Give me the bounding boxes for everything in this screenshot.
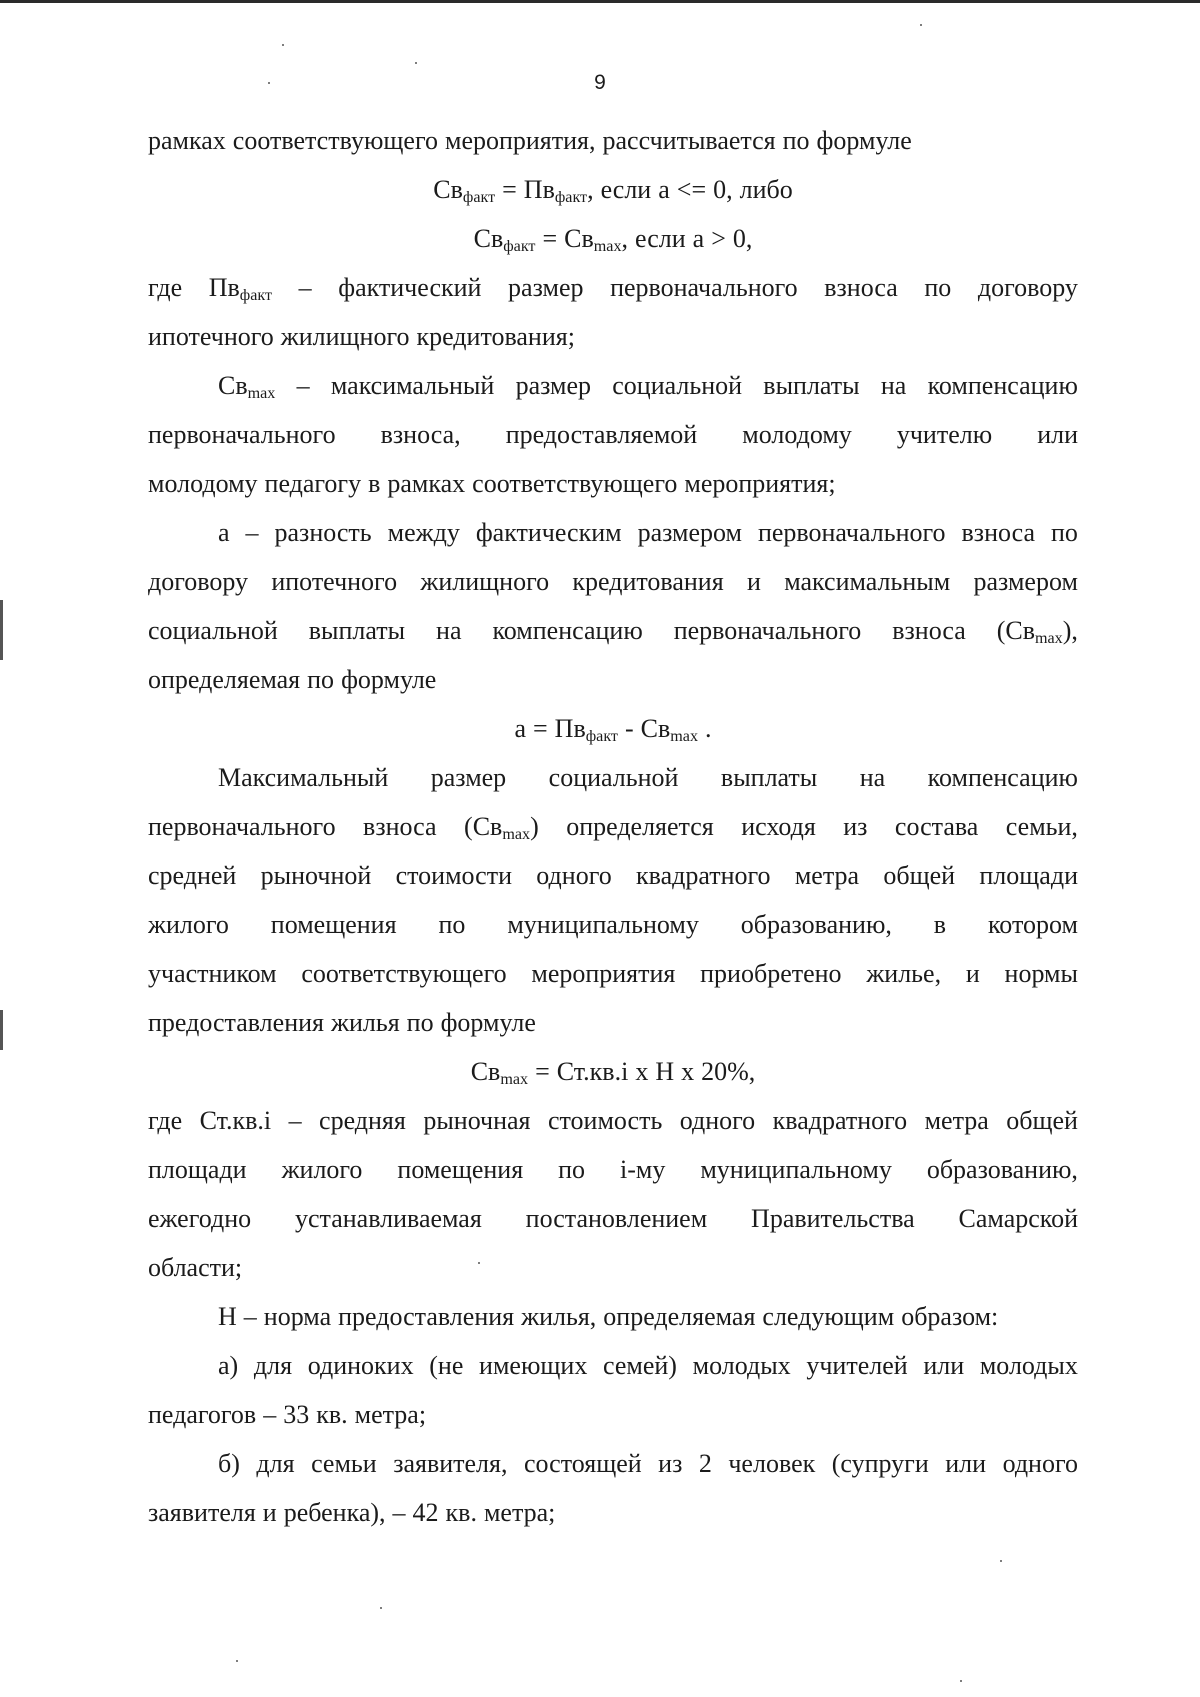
word: выплаты — [720, 763, 818, 792]
word: > — [711, 224, 726, 253]
word: квадратного — [772, 1106, 908, 1135]
word: либо — [739, 175, 793, 204]
word: определяемая — [148, 665, 301, 694]
text-line — [148, 655, 1078, 704]
word: образованию, — [926, 1155, 1078, 1184]
word: размер — [430, 763, 507, 792]
word: выплаты — [308, 616, 406, 645]
word: для — [253, 1351, 293, 1380]
word: – — [288, 1106, 302, 1135]
word: соответствующего — [232, 126, 438, 155]
word: в — [933, 910, 947, 939]
text-line — [148, 1341, 1078, 1390]
word: взноса — [961, 518, 1036, 547]
word: $(Св_{max})$ — [464, 812, 539, 844]
word: формуле — [440, 1008, 536, 1037]
word: помещения — [397, 1155, 524, 1184]
word: ежегодно — [148, 1204, 252, 1233]
word: человек — [728, 1449, 816, 1478]
word: жилья, — [521, 1302, 597, 1331]
word: определяемая — [603, 1302, 756, 1331]
word: общей — [1006, 1106, 1078, 1135]
word: компенсацию — [492, 616, 643, 645]
word: $Св_{max}$ — [640, 714, 699, 746]
word: размером — [973, 567, 1078, 596]
word: если — [600, 175, 652, 204]
word: = — [533, 714, 548, 743]
scan-speck — [920, 24, 922, 26]
word: помещения — [270, 910, 397, 939]
word: $(Св_{max})$, — [996, 616, 1078, 648]
word: 42 — [412, 1498, 439, 1527]
word: из — [658, 1449, 683, 1478]
word: взноса — [824, 273, 898, 302]
word: одного — [536, 861, 612, 890]
text-line — [148, 1096, 1078, 1145]
word: одиноких — [307, 1351, 414, 1380]
scan-left-edge-mark — [0, 600, 3, 660]
word: взноса — [892, 616, 966, 645]
word: по — [558, 1155, 586, 1184]
scan-speck — [268, 82, 270, 84]
word: размером — [637, 518, 742, 547]
word: а — [692, 224, 705, 253]
scan-speck — [415, 62, 417, 64]
word: размер — [515, 371, 591, 400]
word: фактическим — [475, 518, 622, 547]
text-line — [148, 508, 1078, 557]
word: размер — [508, 273, 584, 302]
word: социальной — [612, 371, 743, 400]
text-line — [148, 1145, 1078, 1194]
word: на — [880, 371, 907, 400]
text-line — [148, 361, 1078, 410]
word: $Пв_{факт}$ — [208, 273, 273, 305]
word: = — [502, 175, 517, 204]
text-line — [148, 900, 1078, 949]
scan-speck — [1000, 1560, 1002, 1562]
scan-left-edge-mark — [0, 1010, 3, 1050]
word: максимальный — [330, 371, 495, 400]
word: молодому — [148, 469, 258, 498]
word: <= — [676, 175, 707, 204]
word: кв. — [316, 1400, 348, 1429]
word: формуле — [341, 665, 437, 694]
word: . — [705, 714, 712, 743]
word: педагогов — [148, 1400, 257, 1429]
word: семьи, — [1005, 812, 1078, 841]
word: области; — [148, 1253, 243, 1282]
word: б) — [218, 1449, 240, 1478]
word: $Св_{max}$, — [564, 224, 629, 256]
text-line — [148, 1243, 1078, 1292]
text-line — [148, 1439, 1078, 1488]
document-body — [148, 116, 1078, 1537]
word: и — [965, 959, 980, 988]
word: или — [923, 1351, 965, 1380]
word: – — [296, 371, 310, 400]
word: Максимальный — [218, 763, 389, 792]
word: по — [406, 1008, 434, 1037]
word: молодых — [979, 1351, 1078, 1380]
word: х — [681, 1057, 695, 1086]
word: договору — [977, 273, 1078, 302]
word: имеющих — [479, 1351, 588, 1380]
word: Н — [655, 1057, 675, 1086]
scan-speck — [380, 1607, 382, 1609]
word: приобретено — [700, 959, 842, 988]
scan-speck — [960, 1680, 962, 1682]
scan-speck — [282, 44, 284, 46]
word: предоставления — [338, 1302, 515, 1331]
word: норма — [263, 1302, 332, 1331]
word: рамках — [148, 126, 226, 155]
text-line — [148, 165, 1078, 214]
word: Ст.кв.i — [199, 1106, 272, 1135]
word: жилья — [330, 1008, 400, 1037]
word: Самарской — [958, 1204, 1078, 1233]
word: $Св_{max}$ — [218, 371, 276, 403]
word: средней — [148, 861, 237, 890]
word: заявителя, — [393, 1449, 508, 1478]
word: метра; — [483, 1498, 556, 1527]
word: общей — [883, 861, 956, 890]
word: 20%, — [701, 1057, 756, 1086]
word: мероприятия — [531, 959, 676, 988]
word: $Св_{факт}$ — [433, 175, 496, 207]
word: предоставления — [148, 1008, 324, 1037]
word: котором — [988, 910, 1078, 939]
word: ребенка), — [283, 1498, 386, 1527]
word: первоначального — [610, 273, 798, 302]
word: взноса — [363, 812, 437, 841]
word: – — [243, 1302, 257, 1331]
word: взноса, — [380, 420, 461, 449]
word: (не — [429, 1351, 464, 1380]
word: максимальным — [784, 567, 951, 596]
word: а — [514, 714, 526, 743]
word: кв. — [445, 1498, 477, 1527]
word: первоначального — [148, 812, 336, 841]
word: образом: — [901, 1302, 999, 1331]
word: компенсацию — [927, 371, 1078, 400]
word: первоначального — [148, 420, 336, 449]
word: выплаты — [763, 371, 860, 400]
word: = — [535, 1057, 550, 1086]
word: рассчитывается — [602, 126, 776, 155]
text-line — [148, 1194, 1078, 1243]
word: стоимость — [547, 1106, 663, 1135]
word: $Пв_{факт}$, — [523, 175, 594, 207]
word: рамках — [387, 469, 466, 498]
text-line — [148, 410, 1078, 459]
word: метра; — [354, 1400, 427, 1429]
word: муниципальному — [507, 910, 699, 939]
text-line — [148, 998, 1078, 1047]
word: фактический — [338, 273, 482, 302]
word: молодому — [742, 420, 852, 449]
scan-speck — [236, 1660, 238, 1662]
word: жилищного — [280, 322, 410, 351]
word: жилищного — [420, 567, 550, 596]
word: по — [1051, 518, 1078, 547]
word: кредитования; — [416, 322, 575, 351]
word: кредитования — [572, 567, 724, 596]
word: семьи — [311, 1449, 377, 1478]
text-line — [148, 1292, 1078, 1341]
word: нормы — [1004, 959, 1078, 988]
word: первоначального — [757, 518, 946, 547]
text-line — [148, 802, 1078, 851]
word: $Пв_{факт}$ — [554, 714, 618, 746]
word: где — [148, 1106, 183, 1135]
word: а — [218, 518, 230, 547]
text-line — [148, 753, 1078, 802]
word: образованию, — [740, 910, 892, 939]
text-line — [148, 116, 1078, 165]
word: предоставляемой — [505, 420, 698, 449]
word: соответствующего — [301, 959, 507, 988]
word: метра — [794, 861, 860, 890]
word: 2 — [698, 1449, 712, 1478]
word: договору — [148, 567, 249, 596]
word: одного — [679, 1106, 756, 1135]
word: и — [262, 1498, 277, 1527]
word: одного — [1002, 1449, 1078, 1478]
word: для — [256, 1449, 295, 1478]
word: площади — [979, 861, 1078, 890]
text-line — [148, 949, 1078, 998]
text-line — [148, 214, 1078, 263]
word: молодых — [692, 1351, 791, 1380]
word: или — [945, 1449, 987, 1478]
word: площади — [148, 1155, 247, 1184]
word: – — [245, 518, 259, 547]
word: или — [1037, 420, 1078, 449]
word: средняя — [319, 1106, 406, 1135]
word: следующим — [762, 1302, 895, 1331]
word: $Св_{max}$ — [470, 1057, 529, 1089]
word: из — [843, 812, 868, 841]
word: жилого — [148, 910, 229, 939]
word: и — [747, 567, 761, 596]
word: а — [658, 175, 670, 204]
text-line — [148, 1488, 1078, 1537]
text-line — [148, 263, 1078, 312]
word: постановлением — [525, 1204, 708, 1233]
word: социальной — [548, 763, 679, 792]
word: между — [387, 518, 460, 547]
text-line — [148, 459, 1078, 508]
word: Ст.кв.i — [556, 1057, 629, 1086]
word: в — [368, 469, 381, 498]
text-line — [148, 851, 1078, 900]
text-line — [148, 1390, 1078, 1439]
word: мероприятия, — [444, 126, 596, 155]
word: педагогу — [264, 469, 362, 498]
word: (супруги — [831, 1449, 929, 1478]
word: если — [635, 224, 686, 253]
word: разность — [274, 518, 372, 547]
word: на — [859, 763, 886, 792]
word: Правительства — [751, 1204, 915, 1233]
word: участником — [148, 959, 277, 988]
word: муниципальному — [700, 1155, 892, 1184]
word: компенсацию — [927, 763, 1078, 792]
word: на — [436, 616, 462, 645]
word: соответствующего — [472, 469, 678, 498]
scan-top-border — [0, 0, 1200, 3]
word: семей) — [602, 1351, 677, 1380]
word: определяется — [566, 812, 714, 841]
word: = — [542, 224, 558, 253]
word: 0, — [732, 224, 753, 253]
word: а) — [218, 1351, 239, 1380]
word: по — [782, 126, 810, 155]
word: социальной — [148, 616, 278, 645]
text-line — [148, 1047, 1078, 1096]
word: - — [624, 714, 634, 743]
page-number: 9 — [594, 71, 606, 94]
word: жилье, — [866, 959, 942, 988]
word: Н — [218, 1302, 237, 1331]
word: мероприятия; — [684, 469, 836, 498]
text-line — [148, 557, 1078, 606]
text-line — [148, 606, 1078, 655]
word: первоначального — [673, 616, 862, 645]
word: учителю — [896, 420, 993, 449]
word: рыночной — [260, 861, 372, 890]
word: по — [438, 910, 466, 939]
word: устанавливаемая — [294, 1204, 482, 1233]
word: рыночная — [423, 1106, 531, 1135]
text-line — [148, 704, 1078, 753]
word: метра — [924, 1106, 989, 1135]
word: формуле — [816, 126, 912, 155]
text-line — [148, 312, 1078, 361]
word: $Св_{факт}$ — [473, 224, 536, 256]
word: жилого — [281, 1155, 363, 1184]
word: – — [392, 1498, 406, 1527]
scan-speck — [478, 1262, 480, 1264]
word: состава — [894, 812, 979, 841]
word: состоящей — [523, 1449, 642, 1478]
word: ипотечного — [271, 567, 398, 596]
word: i-му — [620, 1155, 666, 1184]
word: ипотечного — [148, 322, 274, 351]
word: – — [263, 1400, 277, 1429]
word: х — [635, 1057, 649, 1086]
word: исходя — [741, 812, 816, 841]
word: – — [298, 273, 312, 302]
word: учителей — [806, 1351, 908, 1380]
word: где — [148, 273, 183, 302]
word: 0, — [713, 175, 733, 204]
word: по — [924, 273, 952, 302]
word: заявителя — [148, 1498, 256, 1527]
word: по — [307, 665, 335, 694]
word: квадратного — [636, 861, 771, 890]
word: 33 — [283, 1400, 310, 1429]
word: стоимости — [395, 861, 512, 890]
